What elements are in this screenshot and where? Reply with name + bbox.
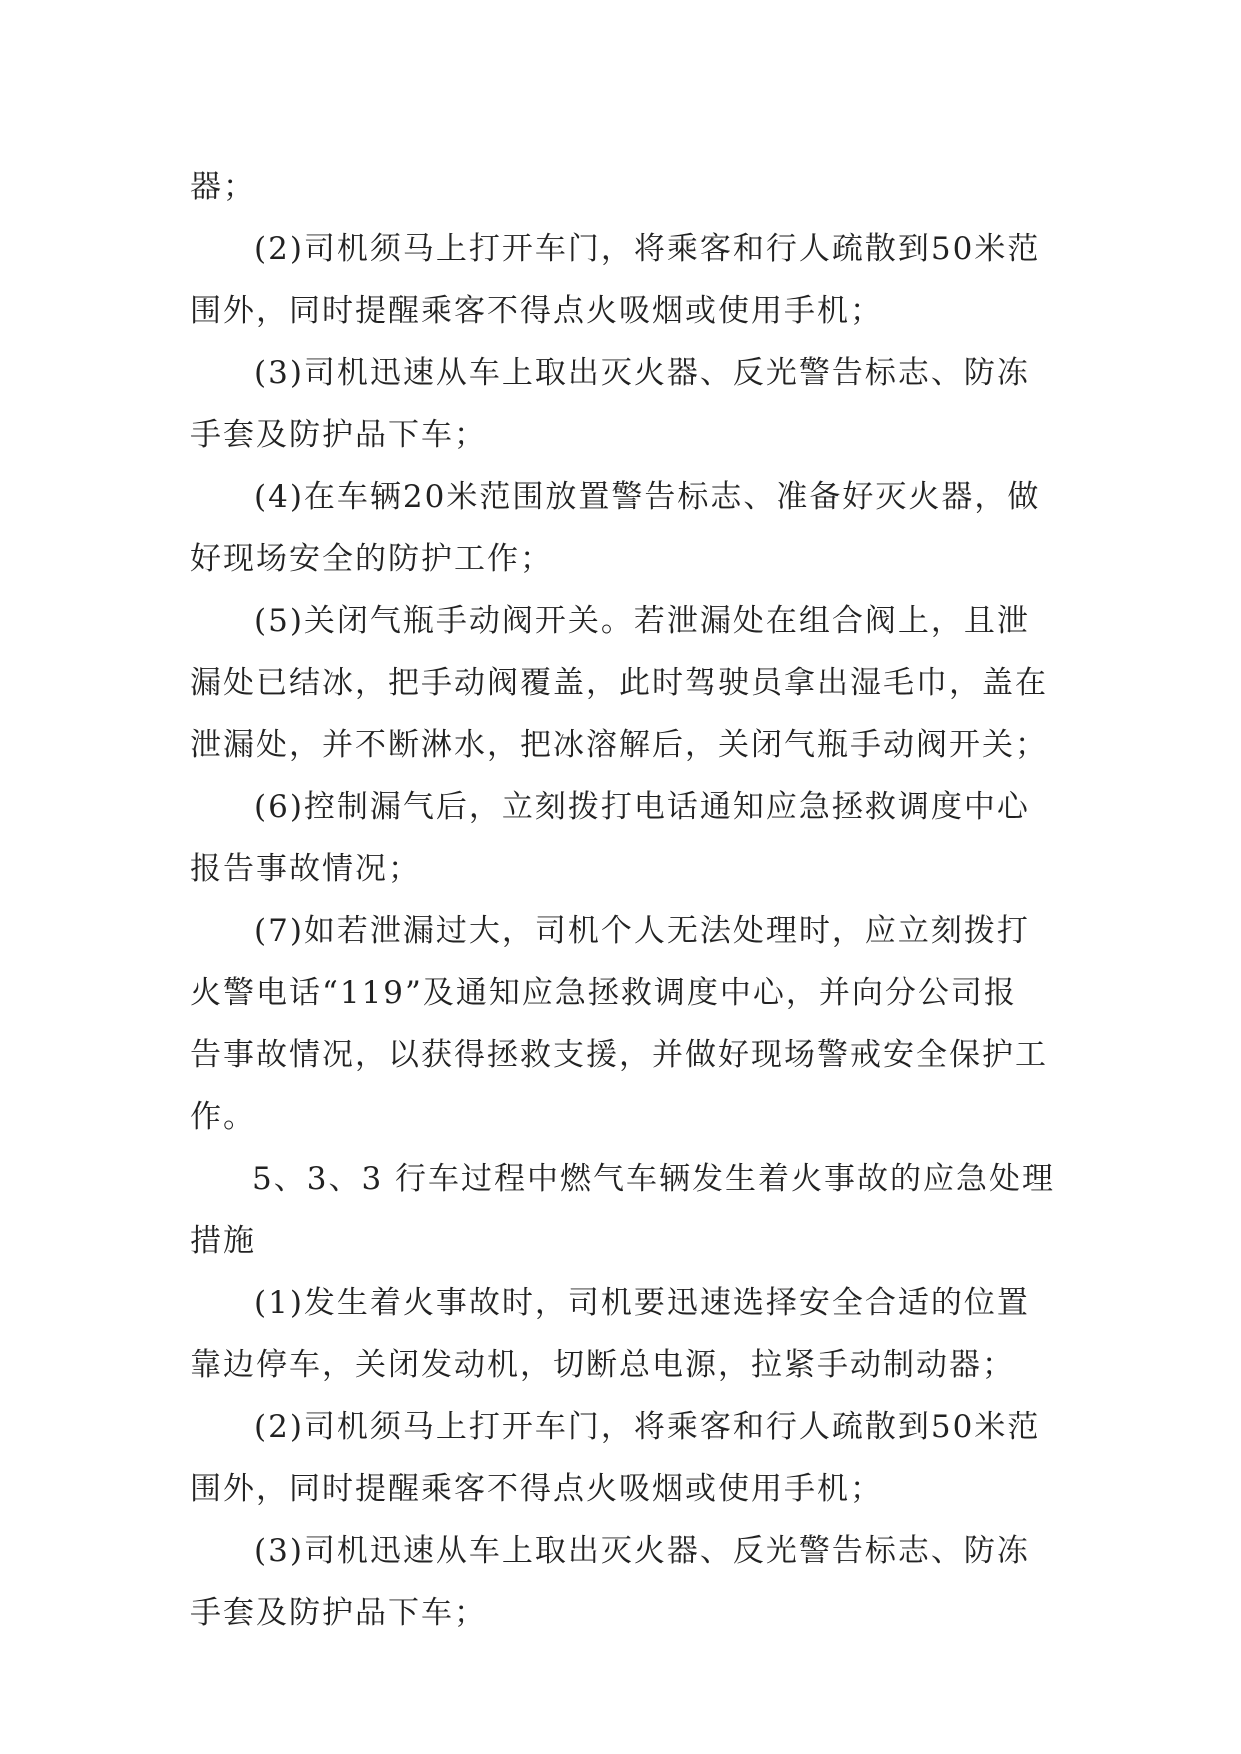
section-heading: 5、3、3 行车过程中燃气车辆发生着火事故的应急处理 bbox=[252, 1161, 1056, 1197]
text-line: (7)如若泄漏过大，司机个人无法处理时，应立刻拨打 bbox=[254, 913, 1030, 949]
text-line: 漏处已结冰，把手动阀覆盖，此时驾驶员拿出湿毛巾，盖在 bbox=[190, 665, 1048, 701]
document-body bbox=[190, 156, 1056, 1644]
text-line: 器； bbox=[190, 169, 256, 205]
text-line: 作。 bbox=[190, 1099, 256, 1135]
text-line: (3)司机迅速从车上取出灭火器、反光警告标志、防冻 bbox=[254, 1533, 1030, 1569]
text-line: 围外，同时提醒乘客不得点火吸烟或使用手机； bbox=[190, 1471, 883, 1507]
text-line: 围外，同时提醒乘客不得点火吸烟或使用手机； bbox=[190, 293, 883, 329]
text-line: (6)控制漏气后，立刻拨打电话通知应急拯救调度中心 bbox=[254, 789, 1030, 825]
text-line: (4)在车辆20米范围放置警告标志、准备好灭火器，做 bbox=[254, 479, 1041, 515]
text-line: (2)司机须马上打开车门，将乘客和行人疏散到50米范 bbox=[254, 1409, 1041, 1445]
text-line: 好现场安全的防护工作； bbox=[190, 541, 553, 577]
text-line: (2)司机须马上打开车门，将乘客和行人疏散到50米范 bbox=[254, 231, 1041, 267]
text-line: 报告事故情况； bbox=[190, 851, 421, 887]
text-line: (1)发生着火事故时，司机要迅速选择安全合适的位置 bbox=[254, 1285, 1030, 1321]
section-heading-continuation: 措施 bbox=[190, 1223, 256, 1259]
text-line: 告事故情况，以获得拯救支援，并做好现场警戒安全保护工 bbox=[190, 1037, 1048, 1073]
text-line: 手套及防护品下车； bbox=[190, 1595, 487, 1631]
text-line: 手套及防护品下车； bbox=[190, 417, 487, 453]
text-line: 火警电话“119”及通知应急拯救调度中心，并向分公司报 bbox=[190, 975, 1017, 1011]
text-line: 靠边停车，关闭发动机，切断总电源，拉紧手动制动器； bbox=[190, 1347, 1015, 1383]
text-line: 泄漏处，并不断淋水，把冰溶解后，关闭气瓶手动阀开关； bbox=[190, 727, 1048, 763]
text-line: (3)司机迅速从车上取出灭火器、反光警告标志、防冻 bbox=[254, 355, 1030, 391]
text-line: (5)关闭气瓶手动阀开关。若泄漏处在组合阀上，且泄 bbox=[254, 603, 1030, 639]
